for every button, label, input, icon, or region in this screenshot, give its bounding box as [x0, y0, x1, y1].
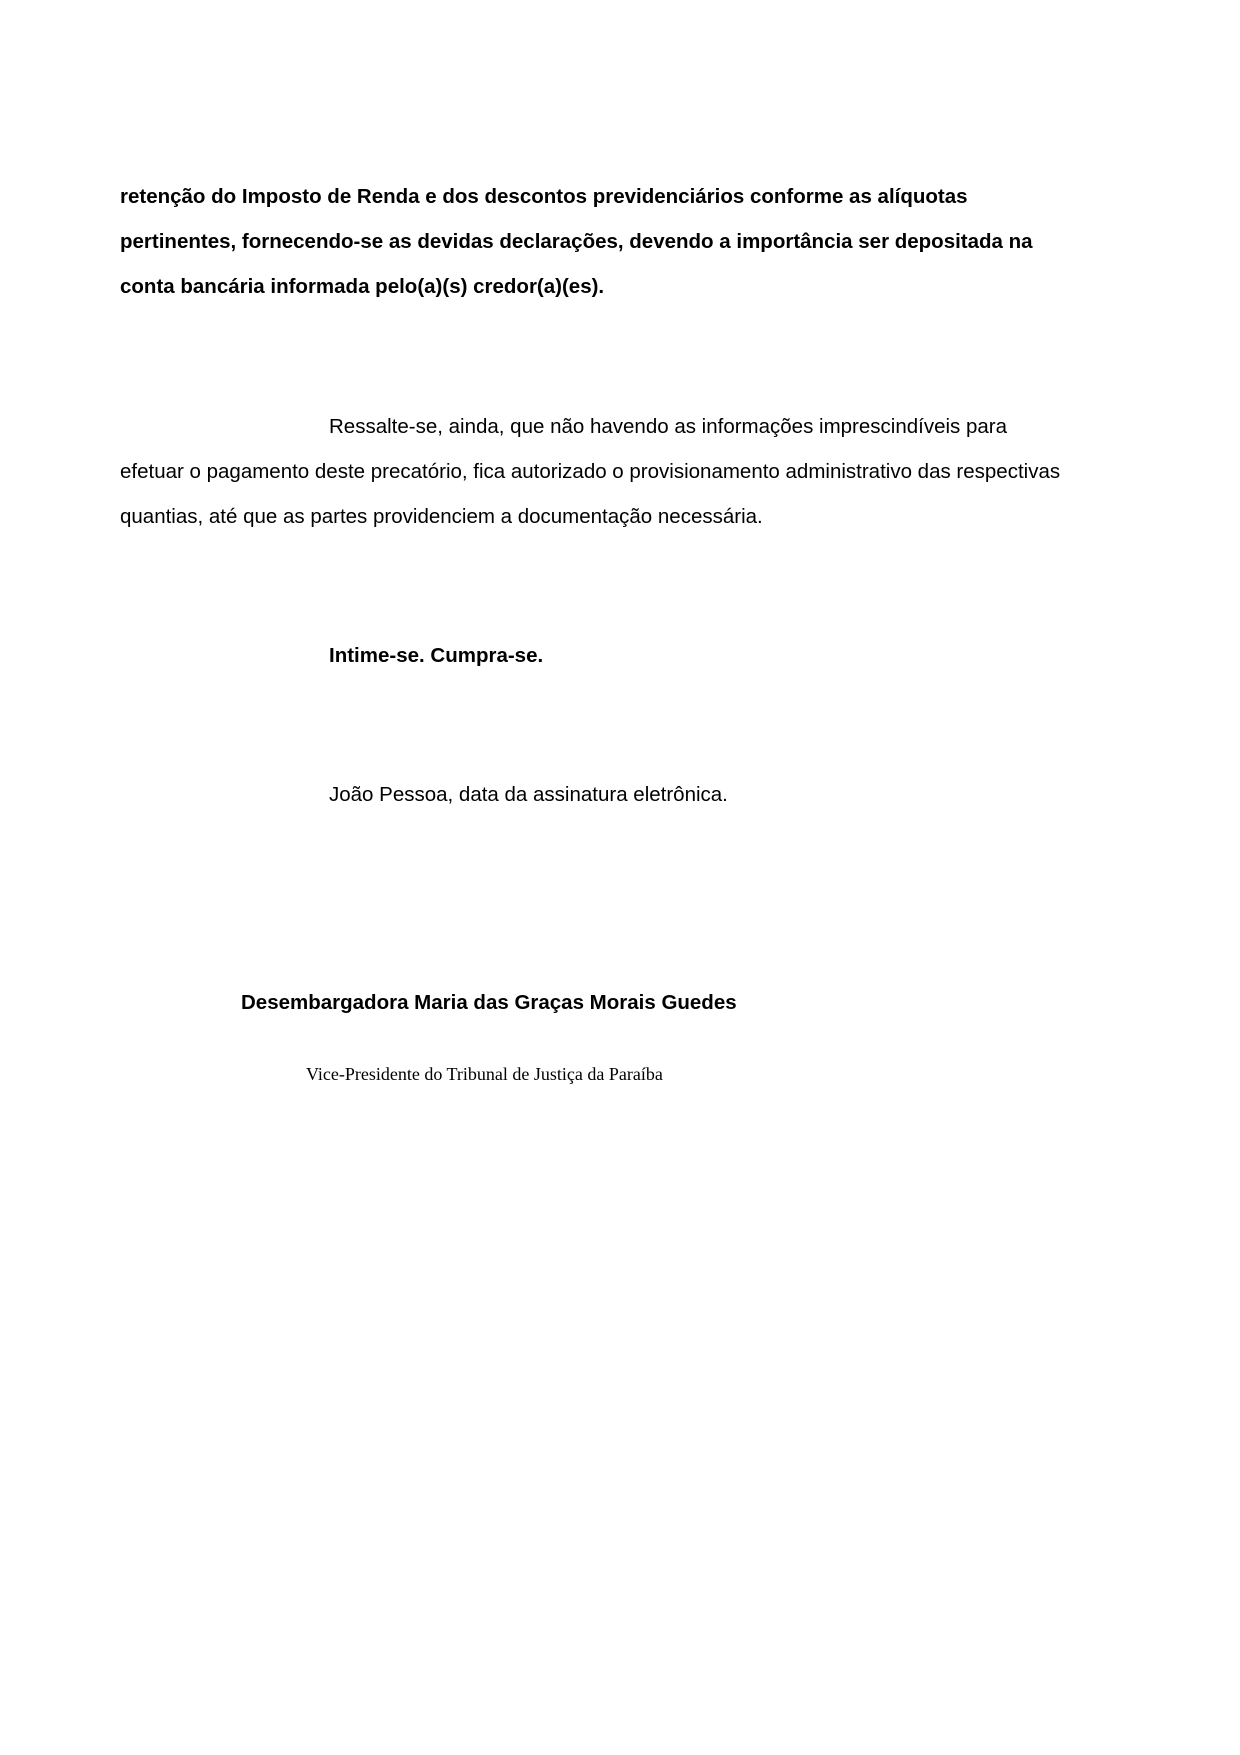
- place-date: João Pessoa, data da assinatura eletrônica.: [329, 783, 728, 806]
- paragraph-line: efetuar o pagamento deste precatório, fica autorizado o provisionamento administrativo das respectivas: [120, 460, 1061, 483]
- paragraph-line: retenção do Imposto de Renda e dos descontos previdenciários conforme as alíquotas: [120, 185, 968, 208]
- signatory-title: Vice-Presidente do Tribunal de Justiça da Paraíba: [306, 1064, 663, 1084]
- paragraph-line: conta bancária informada pelo(a)(s) credor(a)(es).: [120, 275, 605, 298]
- signatory-name: Desembargadora Maria das Graças Morais Guedes: [241, 991, 737, 1014]
- closing-order: Intime-se. Cumpra-se.: [329, 644, 544, 667]
- paragraph-line: Ressalte-se, ainda, que não havendo as informações imprescindíveis para: [329, 415, 1008, 438]
- paragraph-line: quantias, até que as partes providenciem a documentação necessária.: [120, 505, 763, 528]
- paragraph-line: pertinentes, fornecendo-se as devidas declarações, devendo a importância ser depositada na: [120, 230, 1033, 253]
